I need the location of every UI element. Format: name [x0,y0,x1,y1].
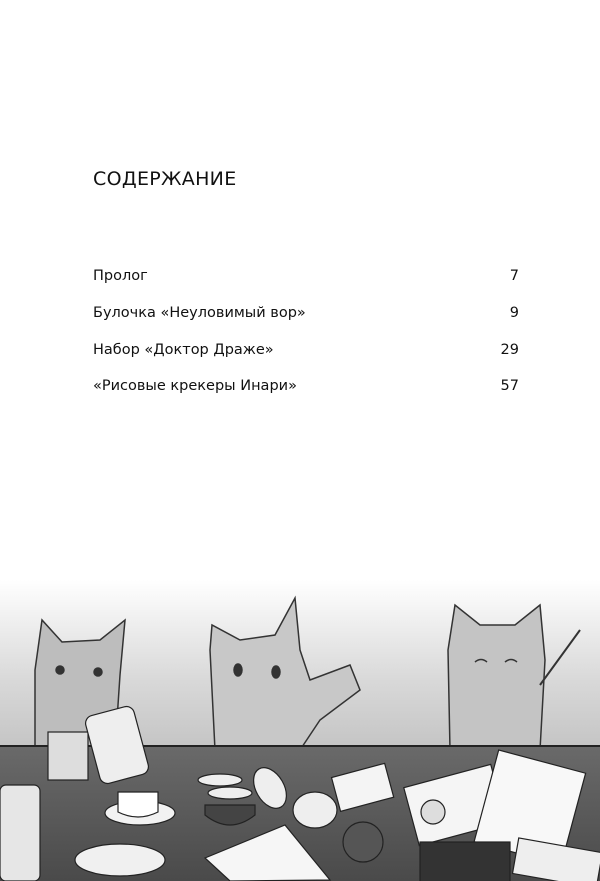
toc-entry-page: 57 [500,378,519,395]
toc-entry-title: Пролог [93,268,148,285]
toc-entry [93,295,519,332]
toc-entry-page: 7 [509,268,519,285]
page-title: СОДЕРЖАНИЕ [93,168,237,190]
cats-at-table-illustration [0,580,600,881]
toc-entry [93,258,519,295]
toc-entry [93,331,519,368]
toc-entry-page: 9 [509,305,519,322]
toc-entry-title: Набор «Доктор Драже» [93,341,274,358]
table-of-contents [93,258,519,405]
toc-entry-page: 29 [500,341,519,358]
toc-entry-title: «Рисовые крекеры Инари» [93,378,297,395]
toc-entry [93,368,519,405]
toc-entry-title: Булочка «Неуловимый вор» [93,305,306,322]
